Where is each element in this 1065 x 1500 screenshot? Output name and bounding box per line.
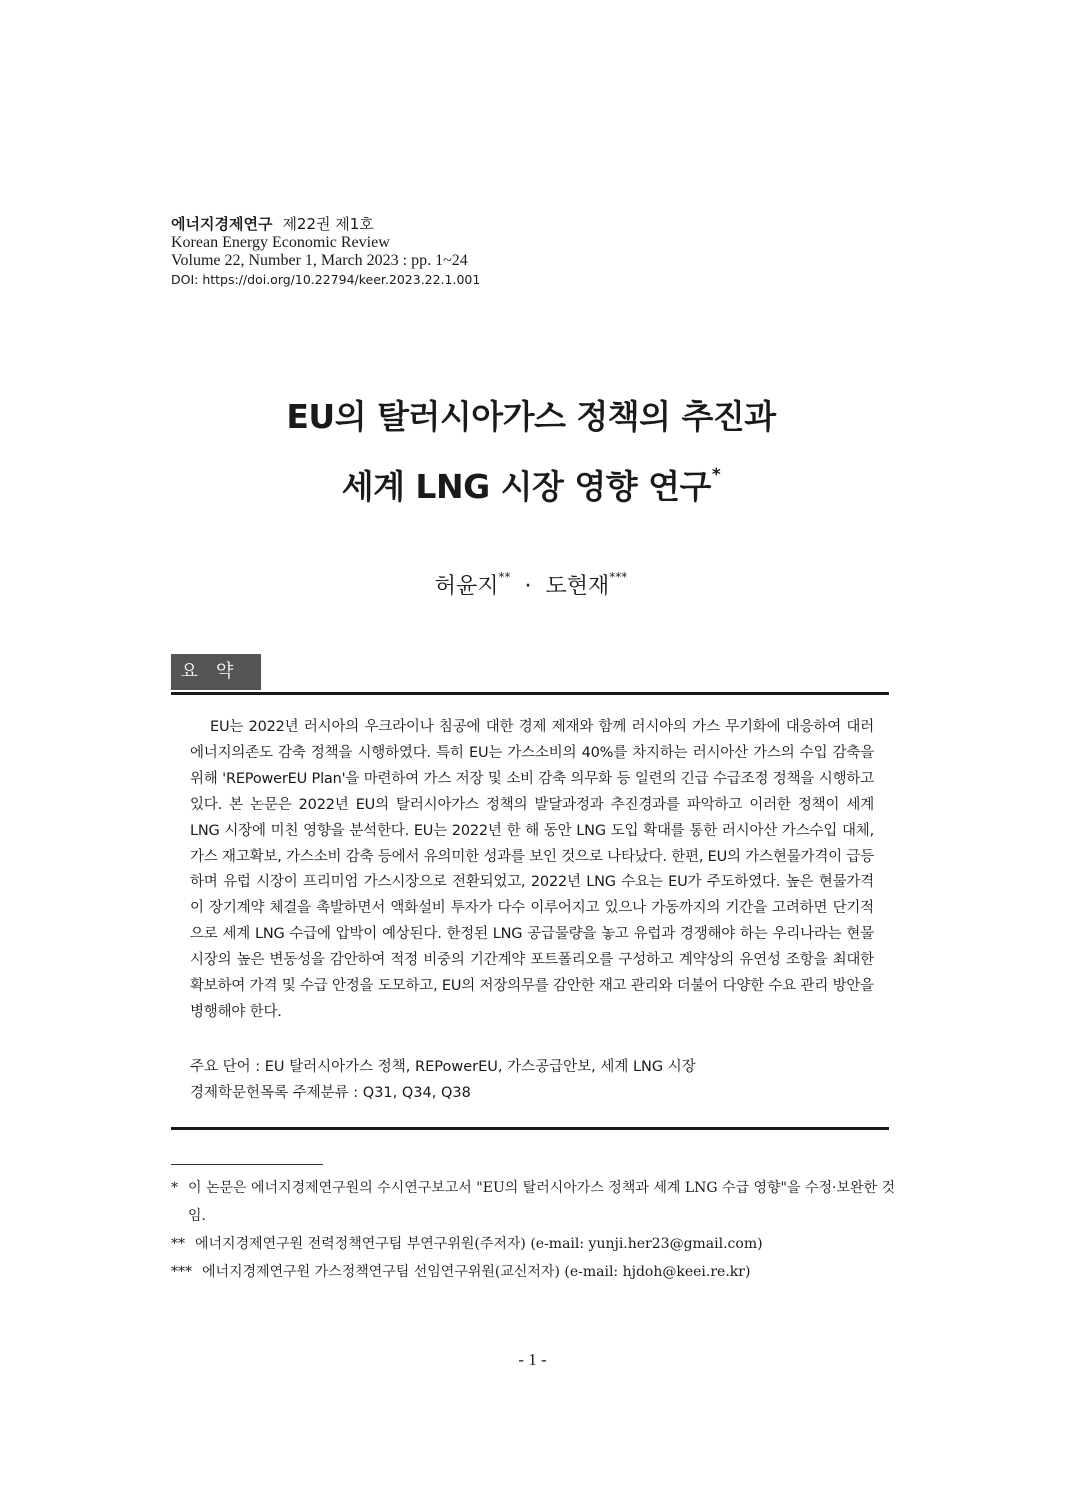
title-line-1: EU의 탈러시아가스 정책의 추진과 [286,397,776,436]
footnote [171,1230,895,1258]
footnote [171,1258,895,1286]
journal-name-en: Korean Energy Economic Review [171,234,390,251]
title-footnote-mark: * [711,465,721,485]
journal-volume-line: Volume 22, Number 1, March 2023 : pp. 1~24 [171,252,468,269]
title-line-2: 세계 LNG 시장 영향 연구 [341,467,711,506]
footnote-mark: ** [171,1236,185,1252]
footnote [171,1174,895,1230]
keywords-block [190,1054,880,1106]
keywords-line: 주요 단어 : EU 탈러시아가스 정책, REPowerEU, 가스공급안보, 세계 LNG 시장 [190,1059,696,1075]
journal-issue-ko: 제22권 제1호 [282,215,374,233]
abstract-header [171,654,889,695]
author-list [171,562,891,602]
abstract-label: 요약 [171,654,261,690]
title-line-2-wrap [171,446,891,516]
author-footnote-mark: ** [498,570,511,584]
abstract-body [190,715,874,1026]
journal-doi: DOI: https://doi.org/10.22794/keer.2023.22.1.001 [171,272,481,287]
author-name: 허윤지 [434,574,499,599]
footnote-text: 에너지경제연구원 가스정책연구팀 선임연구위원(교신저자) (e-mail: hjdoh@keei.re.kr) [202,1264,751,1280]
page-number: - 1 - [518,1350,547,1369]
footnotes [171,1174,895,1286]
journal-name-ko: 에너지경제연구 [171,215,273,233]
footnote-mark: * [171,1180,178,1196]
abstract-bottom-rule [171,1127,889,1130]
journal-header [171,214,771,290]
footnote-text: 에너지경제연구원 전력정책연구팀 부연구위원(주저자) (e-mail: yunji.her23@gmail.com) [195,1236,763,1252]
jel-classification: 경제학문헌목록 주제분류 : Q31, Q34, Q38 [190,1085,471,1101]
author-name: 도현재 [545,574,610,599]
footnote-separator [171,1164,323,1165]
paper-title [171,388,891,516]
footnote-mark: *** [171,1264,192,1280]
author-footnote-mark: *** [609,570,628,584]
author-separator: · [524,574,532,599]
footnote-text: 이 논문은 에너지경제연구원의 수시연구보고서 "EU의 탈러시아가스 정책과 세계 LNG 수급 영향"을 수정·보완한 것임. [188,1180,896,1224]
abstract-text: EU는 2022년 러시아의 우크라이나 침공에 대한 경제 제재와 함께 러시아의 가스 무기화에 대응하여 대러 에너지의존도 감축 정책을 시행하였다. 특히 EU는 가스소비의 40%를 차지하는 러시아산 가스의 수입 감축을 위해 'REPowerEU Plan'을 마련하여 가스 저장 및 소비 감축 의무화 등 일련의 긴급 수급조정 정책을 시행하고 있다. 본 논문은 2022년 EU의 탈러시아가스 정책의 발달과정과 추진경과를 파악하고 이러한 정책이 세계 LNG 시장에 미친 영향을 분석한다. EU는 2022년 한 해 동안 LNG 도입 확대를 통한 러시아산 가스수입 대체, 가스 재고확보, 가스소비 감축 등에서 유의미한 성과를 보인 것으로 나타났다. 한편, EU의 가스현물가격이 급등하며 유럽 시장이 프리미엄 가스시장으로 전환되었고, 2022년 LNG 수요는 EU가 주도하였다. 높은 현물가격이 장기계약 체결을 촉발하면서 액화설비 투자가 다수 이루어지고 있으나 가동까지의 기간을 고려하면 단기적으로 세계 LNG 수급에 압박이 예상된다. 한정된 LNG 공급물량을 놓고 유럽과 경쟁해야 하는 우리나라는 현물시장의 높은 변동성을 감안하여 적정 비중의 기간계약 포트폴리오를 구성하고 계약상의 유연성 조항을 최대한 확보하여 가격 및 수급 안정을 도모하고, EU의 저장의무를 감안한 재고 관리와 더불어 다양한 수요 관리 방안을 병행해야 한다. [190,719,874,1020]
